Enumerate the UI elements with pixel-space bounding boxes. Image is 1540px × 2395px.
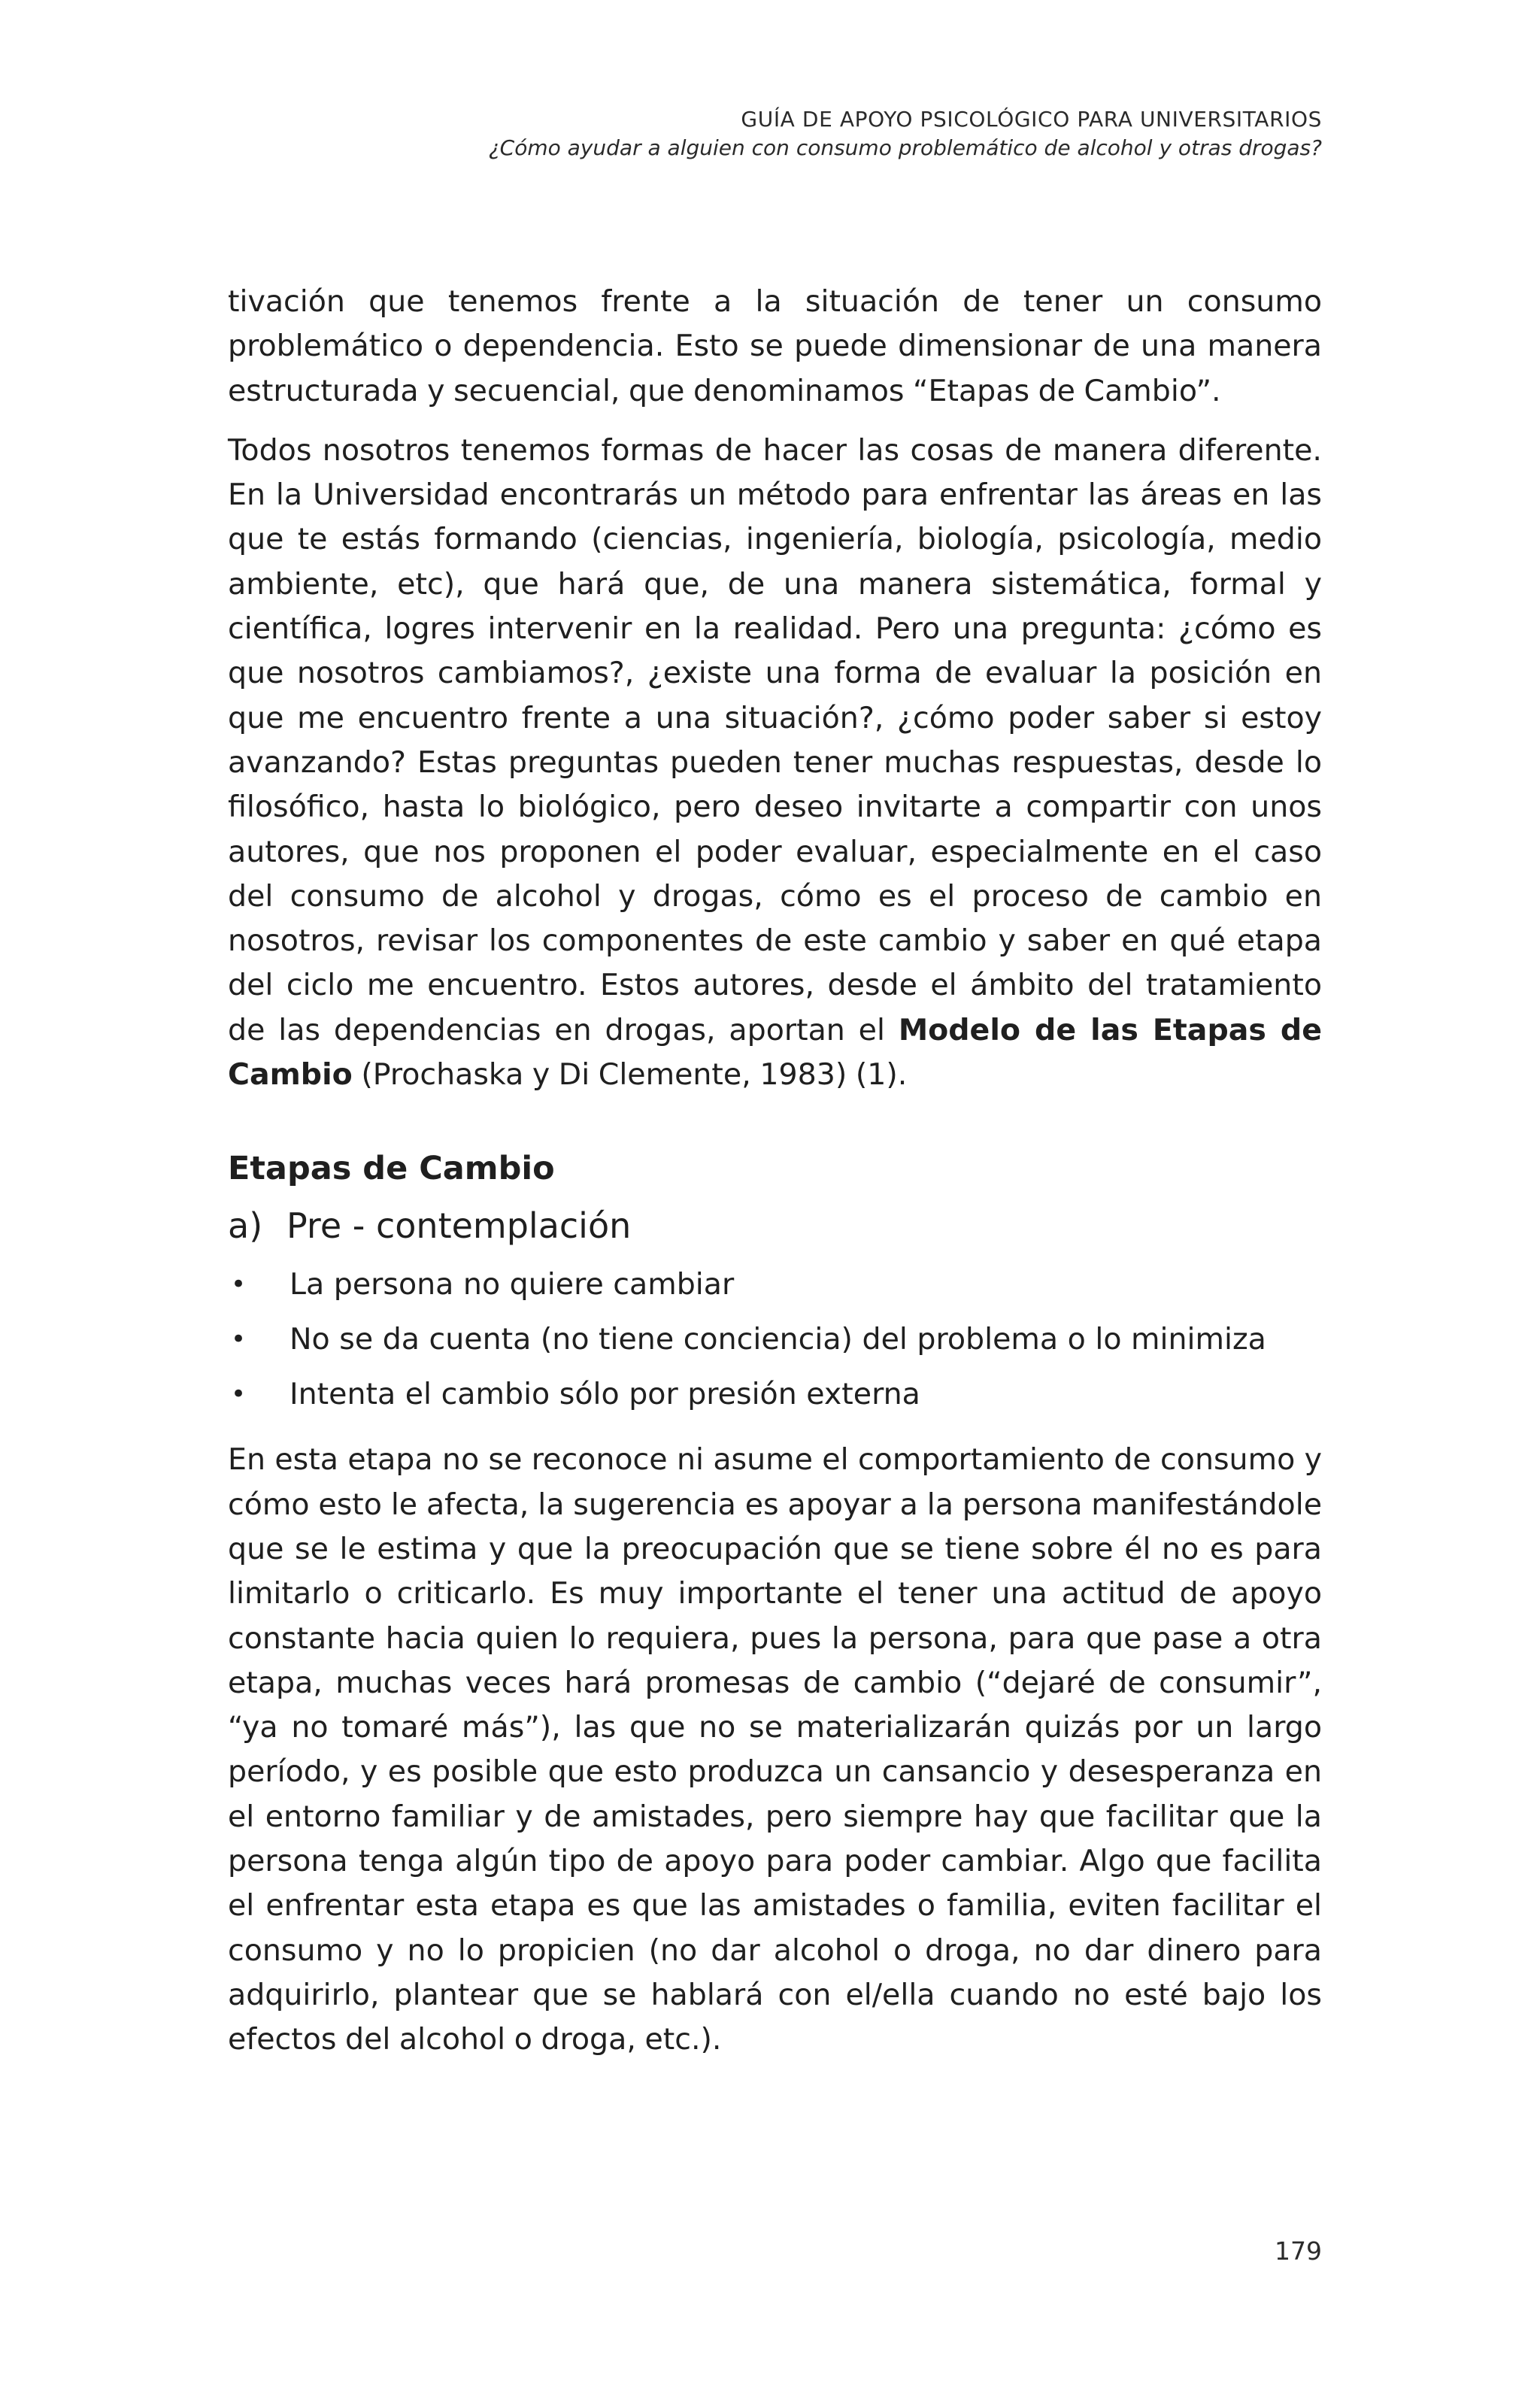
- header-title: GUÍA DE APOYO PSICOLÓGICO PARA UNIVERSITARIOS: [741, 107, 1322, 132]
- bullet-icon: •: [231, 1269, 247, 1300]
- subsection-title: Pre - contemplación: [286, 1205, 632, 1247]
- running-header: [194, 105, 1322, 162]
- list-item-text: Intenta el cambio sólo por presión externa: [290, 1377, 920, 1412]
- header-subtitle: ¿Cómo ayudar a alguien con consumo problemático de alcohol y otras drogas?: [488, 135, 1322, 160]
- bullet-icon: •: [231, 1324, 247, 1355]
- list-item-text: No se da cuenta (no tiene conciencia) del problema o lo minimiza: [290, 1322, 1266, 1357]
- model-name-bold: Modelo de las Etapas de Cambio: [228, 1012, 1322, 1093]
- page-body: [228, 280, 1322, 2063]
- paragraph-model: [228, 429, 1322, 1097]
- bullet-icon: •: [231, 1379, 247, 1410]
- paragraph-model-text-2: (Prochaska y Di Clemente, 1983) (1).: [352, 1057, 908, 1093]
- bullet-list: [228, 1263, 1322, 1417]
- section-title: Etapas de Cambio: [228, 1150, 555, 1188]
- paragraph-precontemplation: En esta etapa no se reconoce ni asume el comportamiento de consumo y cómo esto le afecta, la sugerencia es apoyar a la persona manifestándole que se le estima y que la preocupación que se tiene sobre él no es para limitarlo o criticarlo. Es muy importante el tener una actitud de apoyo constante hacia quien lo requiera, pues la persona, para que pase a otra etapa, muchas veces hará promesas de cambio (“dejaré de consumir”, “ya no tomaré más”), las que no se materializarán quizás por un largo período, y es posible que esto produzca un cansancio y desesperanza en el entorno familiar y de amistades, pero siempre hay que facilitar que la persona tenga algún tipo de apoyo para poder cambiar. Algo que facilita el enfrentar esta etapa es que las amistades o familia, eviten facilitar el consumo y no lo propicien (no dar alcohol o droga, no dar dinero para adquirirlo, plantear que se hablará con el/ella cuando no esté bajo los efectos del alcohol o droga, etc.).: [228, 1442, 1322, 2057]
- subsection-heading: [228, 1199, 1322, 1252]
- list-item-text: La persona no quiere cambiar: [290, 1267, 735, 1302]
- list-item: [228, 1263, 1322, 1307]
- list-item: [228, 1372, 1322, 1417]
- subsection-marker: a): [228, 1205, 263, 1247]
- paragraph-intro: tivación que tenemos frente a la situación de tener un consumo problemático o dependencia. Esto se puede dimensionar de una manera estructurada y secuencial, que denominamos “Etapas de Cambio”.: [228, 284, 1322, 408]
- page-number: 179: [1275, 2236, 1322, 2266]
- paragraph-model-text-1: Todos nosotros tenemos formas de hacer las cosas de manera diferente. En la Universidad encontrarás un método para enfrentar las áreas en las que te estás formando (ciencias, ingeniería, biología, psicología, medio ambiente, etc), que hará que, de una manera sistemática, formal y científica, logres intervenir en la realidad. Pero una pregunta: ¿cómo es que nosotros cambiamos?, ¿existe una forma de evaluar la posición en que me encuentro frente a una situación?, ¿cómo poder saber si estoy avanzando? Estas preguntas pueden tener muchas respuestas, desde lo filosófico, hasta lo biológico, pero deseo invitarte a compartir con unos autores, que nos proponen el poder evaluar, especialmente en el caso del consumo de alcohol y drogas, cómo es el proceso de cambio en nosotros, revisar los componentes de este cambio y saber en qué etapa del ciclo me encuentro. Estos autores, desde el ámbito del tratamiento de las dependencias en drogas, aportan el: [228, 432, 1322, 1047]
- list-item: [228, 1317, 1322, 1362]
